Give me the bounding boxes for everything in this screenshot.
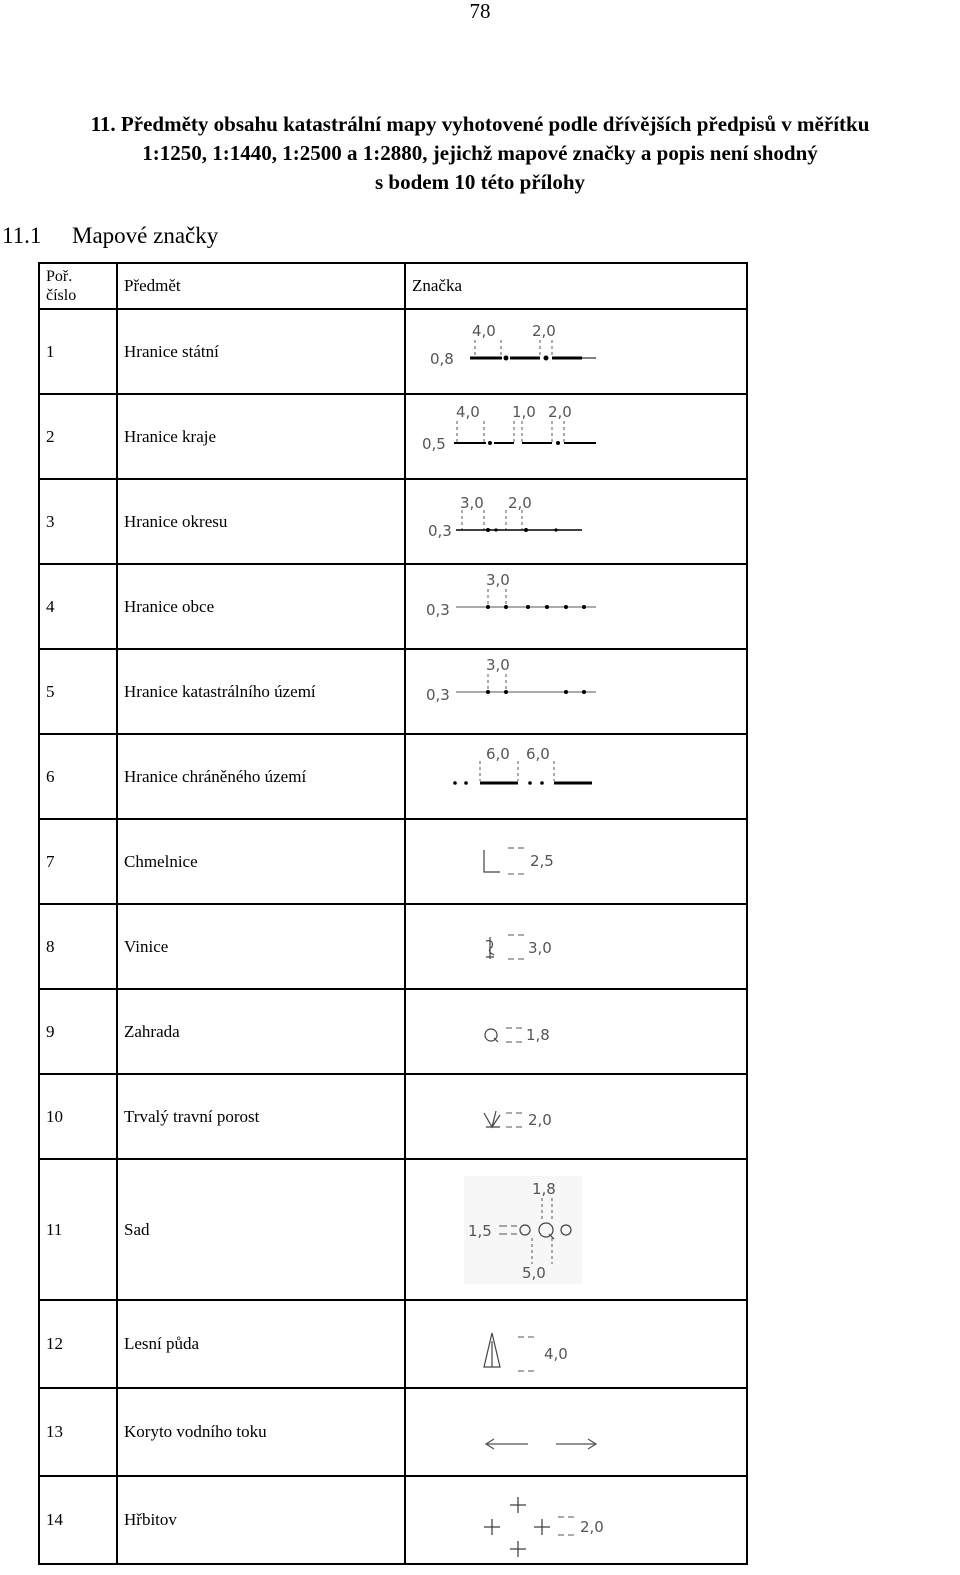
dim-label: 4,0 [544,1345,568,1363]
row-number: 6 [39,734,117,819]
row-symbol [405,989,747,1074]
dim-label: 6,0 [486,745,510,763]
row-number: 9 [39,989,117,1074]
table-row [39,1476,747,1564]
table-row [39,479,747,564]
row-symbol [405,1300,747,1388]
row-symbol [405,564,747,649]
heading-line-1: 11. Předměty obsahu katastrální mapy vyhotovené podle dřívějších předpisů v měřítku [90,112,870,136]
state-border-symbol [406,310,747,393]
row-subject: Hranice chráněného území [117,734,405,819]
table-row [39,649,747,734]
section-name: Mapové značky [72,223,219,248]
row-symbol [405,1074,747,1159]
header-number-line-1: Poř. [46,268,73,285]
row-symbol [405,649,747,734]
row-number: 13 [39,1388,117,1476]
row-subject: Zahrada [117,989,405,1074]
dim-label: 3,0 [528,939,552,957]
table-header-row [39,263,747,309]
table-row [39,1300,747,1388]
heading-line-3: s bodem 10 této přílohy [375,170,585,194]
table-row [39,564,747,649]
dim-label: 6,0 [526,745,550,763]
row-number: 1 [39,309,117,394]
protected-area-border-symbol [406,735,747,818]
cadastral-border-symbol [406,650,747,733]
table-row [39,989,747,1074]
header-number [39,263,117,309]
row-number: 3 [39,479,117,564]
watercourse-bed-symbol [406,1389,747,1475]
dim-label: 0,5 [422,435,446,453]
page-number: 78 [469,0,491,23]
section-number: 11.1 [2,223,42,248]
row-subject: Koryto vodního toku [117,1388,405,1476]
section-title [2,222,218,250]
row-subject: Lesní půda [117,1300,405,1388]
row-number: 12 [39,1300,117,1388]
dim-label: 2,0 [508,494,532,512]
table-row [39,734,747,819]
row-subject: Hranice státní [117,309,405,394]
row-subject: Chmelnice [117,819,405,904]
row-symbol [405,1159,747,1300]
vineyard-symbol [406,905,747,988]
hop-field-symbol [406,820,747,903]
row-number: 5 [39,649,117,734]
dim-label: 3,0 [486,656,510,674]
row-symbol [405,479,747,564]
grassland-symbol [406,1075,747,1158]
row-number: 14 [39,1476,117,1564]
row-subject: Hranice kraje [117,394,405,479]
row-symbol [405,1476,747,1564]
heading-line-2: 1:1250, 1:1440, 1:2500 a 1:2880, jejichž mapové značky a popis není shodný [142,141,818,165]
row-subject: Vinice [117,904,405,989]
dim-label: 2,5 [530,852,554,870]
orchard-symbol [406,1160,747,1299]
forest-symbol [406,1301,747,1387]
dim-label: 5,0 [522,1264,546,1282]
dim-label: 0,3 [426,601,450,619]
cemetery-symbol [406,1477,747,1563]
row-symbol [405,734,747,819]
header-number-line-2: číslo [46,287,77,304]
row-number: 2 [39,394,117,479]
row-symbol [405,1388,747,1476]
dim-label: 1,8 [526,1026,550,1044]
dim-label: 2,0 [580,1518,604,1536]
dim-label: 1,0 [512,403,536,421]
row-subject: Hranice okresu [117,479,405,564]
dim-label: 3,0 [460,494,484,512]
table-row [39,394,747,479]
row-subject: Hřbitov [117,1476,405,1564]
header-subject: Předmět [117,263,405,309]
row-number: 10 [39,1074,117,1159]
region-border-symbol [406,395,747,478]
municipality-border-symbol [406,565,747,648]
garden-symbol [406,990,747,1073]
dim-label: 4,0 [456,403,480,421]
dim-label: 0,3 [426,686,450,704]
page-heading [0,110,960,197]
dim-label: 1,5 [468,1222,492,1240]
row-subject: Trvalý travní porost [117,1074,405,1159]
table-row [39,1074,747,1159]
row-symbol [405,819,747,904]
dim-label: 2,0 [532,322,556,340]
dim-label: 4,0 [472,322,496,340]
symbols-table [38,262,748,1565]
row-subject: Hranice obce [117,564,405,649]
row-subject: Hranice katastrálního území [117,649,405,734]
dim-label: 0,8 [430,350,454,368]
row-symbol [405,904,747,989]
row-number: 7 [39,819,117,904]
dim-label: 0,3 [428,522,452,540]
district-border-symbol [406,480,747,563]
row-number: 4 [39,564,117,649]
dim-label: 3,0 [486,571,510,589]
row-symbol [405,394,747,479]
header-symbol: Značka [405,263,747,309]
table-row [39,1388,747,1476]
table-row [39,309,747,394]
table-row [39,819,747,904]
table-row [39,1159,747,1300]
row-subject: Sad [117,1159,405,1300]
dim-label: 2,0 [528,1111,552,1129]
dim-label: 2,0 [548,403,572,421]
table-row [39,904,747,989]
row-symbol [405,309,747,394]
row-number: 8 [39,904,117,989]
row-number: 11 [39,1159,117,1300]
dim-label: 1,8 [532,1180,556,1198]
